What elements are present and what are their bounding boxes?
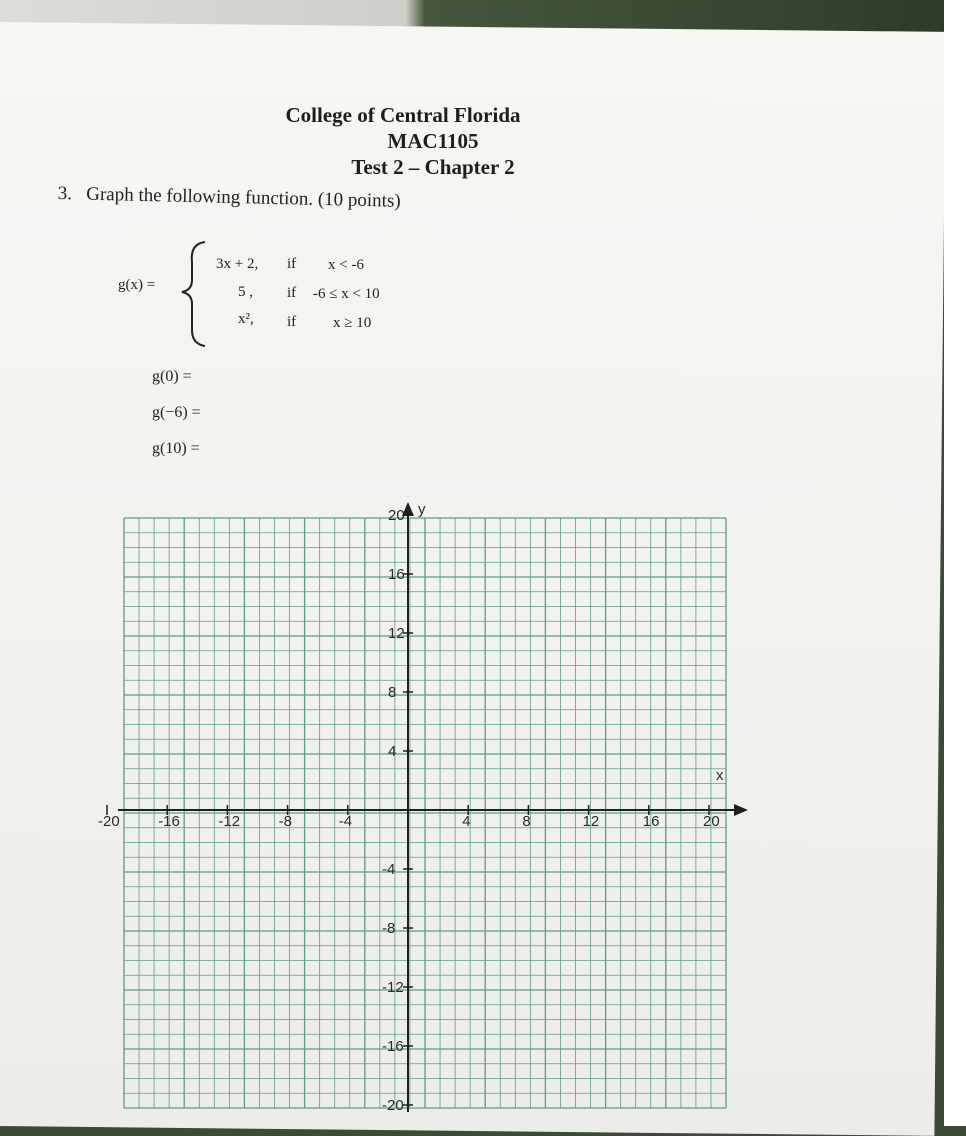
question-number: 3.	[57, 183, 73, 205]
y-tick-label: 4	[388, 743, 397, 760]
x-tick-label: 8	[522, 813, 531, 830]
x-tick-label: 12	[582, 813, 600, 830]
question-text: Graph the following function. (10 points)	[86, 183, 401, 212]
piece-1-if: if	[287, 256, 297, 272]
piece-3-expr: x²,	[238, 311, 254, 327]
test-title: Test 2 – Chapter 2	[351, 155, 515, 179]
x-tick-label: -16	[158, 813, 180, 830]
x-axis-label: x	[716, 767, 724, 784]
x-tick-label: 4	[462, 813, 471, 830]
x-tick-label: -8	[278, 813, 292, 830]
y-tick-label: -16	[382, 1038, 404, 1055]
eval-g-neg6: g(−6) =	[152, 404, 201, 421]
piece-1-condition: x < -6	[328, 257, 364, 273]
piece-2-condition: -6 ≤ x < 10	[313, 286, 380, 302]
x-axis-arrow	[734, 804, 748, 816]
y-tick-label: 12	[388, 625, 405, 642]
x-tick-label: -4	[338, 813, 353, 830]
piece-1-expr: 3x + 2,	[216, 256, 259, 272]
eval-g10: g(10) =	[152, 440, 200, 457]
x-tick-label: -20	[98, 813, 120, 830]
course-code: MAC1105	[387, 129, 479, 153]
y-tick-label: 8	[388, 684, 397, 701]
piece-2-expr: 5 ,	[238, 284, 253, 300]
y-axis-label: y	[418, 501, 426, 518]
x-tick-label: -12	[218, 813, 241, 830]
y-tick-label: -12	[382, 979, 404, 996]
function-name: g(x) =	[118, 277, 156, 293]
y-tick-label: -20	[382, 1097, 404, 1114]
y-tick-label: -8	[382, 920, 396, 937]
y-tick-label: 16	[388, 566, 405, 583]
y-tick-label: -4	[382, 861, 396, 878]
eval-g0: g(0) =	[152, 368, 192, 385]
background-table-edge	[944, 0, 966, 1126]
piece-2-if: if	[287, 285, 297, 301]
x-tick-label: 16	[642, 813, 660, 830]
y-tick-label: 20	[388, 507, 405, 524]
piece-3-if: if	[287, 314, 297, 330]
x-tick-label: 20	[703, 813, 720, 830]
piece-3-condition: x ≥ 10	[333, 315, 372, 331]
college-title: College of Central Florida	[285, 103, 521, 127]
